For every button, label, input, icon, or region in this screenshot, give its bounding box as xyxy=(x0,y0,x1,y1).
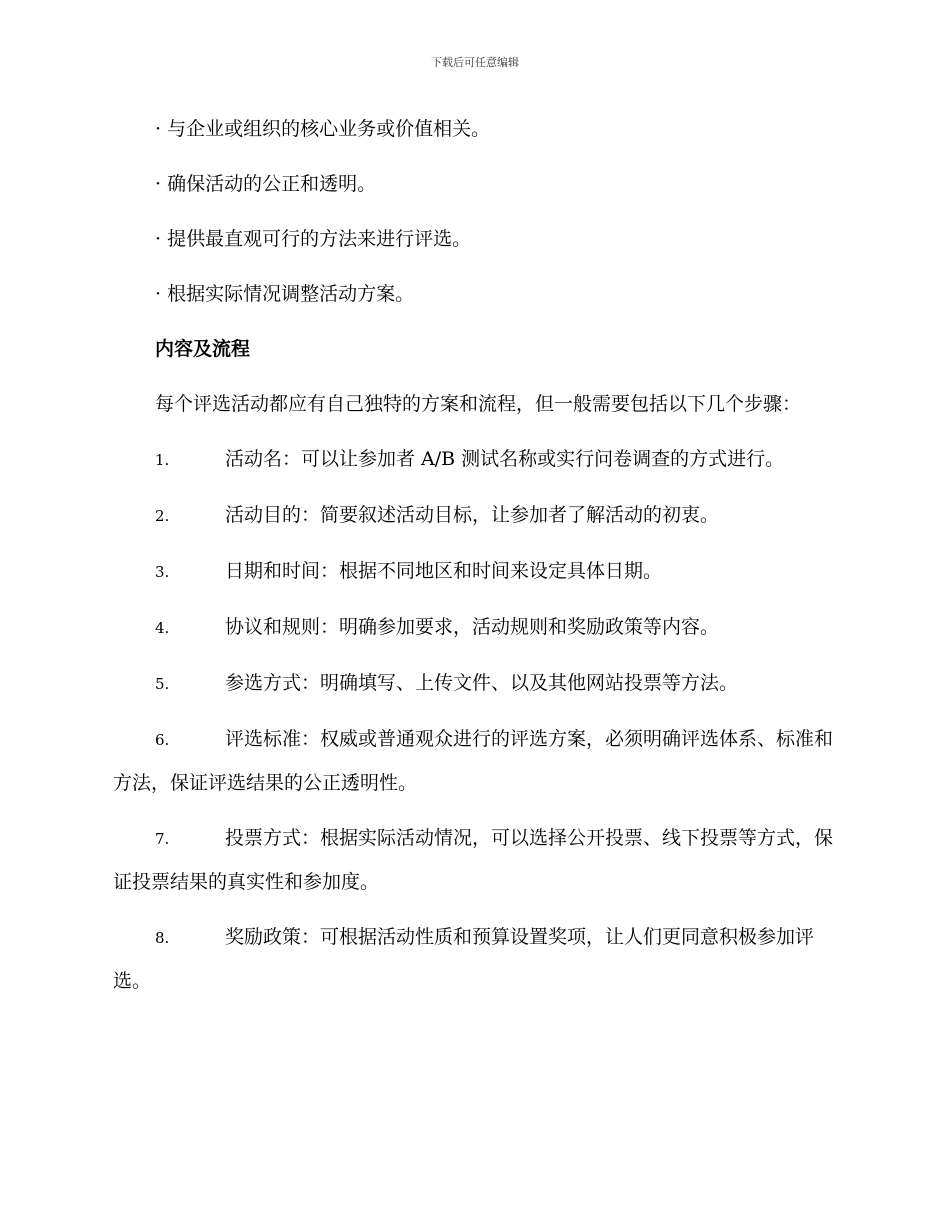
step-text: 协议和规则：明确参加要求，活动规则和奖励政策等内容。 xyxy=(225,616,720,638)
step-text: 参选方式：明确填写、上传文件、以及其他网站投票等方法。 xyxy=(225,672,739,694)
step-item xyxy=(113,718,838,805)
bullet-item: · 与企业或组织的核心业务或价值相关。 xyxy=(155,118,491,140)
bullet-item: · 根据实际情况调整活动方案。 xyxy=(155,283,415,305)
step-item xyxy=(113,916,838,1003)
section-heading: 内容及流程 xyxy=(155,338,251,360)
step-number: 4. xyxy=(155,619,170,637)
step-item xyxy=(113,817,838,904)
step-text: 日期和时间：根据不同地区和时间来设定具体日期。 xyxy=(225,560,663,582)
step-number: 3. xyxy=(155,563,170,581)
step-item xyxy=(113,438,838,482)
step-item xyxy=(113,662,838,706)
step-text: 活动目的：简要叙述活动目标，让参加者了解活动的初衷。 xyxy=(225,504,720,526)
step-number: 8. xyxy=(155,929,170,947)
section-intro: 每个评选活动都应有自己独特的方案和流程，但一般需要包括以下几个步骤： xyxy=(155,393,802,415)
step-number: 7. xyxy=(155,830,170,848)
step-text: 活动名：可以让参加者 A/B 测试名称或实行问卷调查的方式进行。 xyxy=(225,448,785,470)
step-item xyxy=(113,606,838,650)
bullet-item: · 确保活动的公正和透明。 xyxy=(155,173,377,195)
step-number: 2. xyxy=(155,507,170,525)
bullet-item: · 提供最直观可行的方法来进行评选。 xyxy=(155,228,472,250)
step-item xyxy=(113,494,838,538)
step-number: 5. xyxy=(155,675,170,693)
step-text: 奖励政策：可根据活动性质和预算设置奖项，让人们更同意积极参加评选。 xyxy=(113,926,815,992)
step-item xyxy=(113,550,838,594)
step-number: 1. xyxy=(155,451,170,469)
step-number: 6. xyxy=(155,731,170,749)
page-header: 下载后可任意编辑 xyxy=(431,56,519,69)
document-body xyxy=(113,108,838,1015)
step-text: 投票方式：根据实际活动情况，可以选择公开投票、线下投票等方式，保证投票结果的真实性和参加度。 xyxy=(113,827,834,893)
step-text: 评选标准：权威或普通观众进行的评选方案，必须明确评选体系、标准和方法，保证评选结果的公正透明性。 xyxy=(113,728,834,794)
